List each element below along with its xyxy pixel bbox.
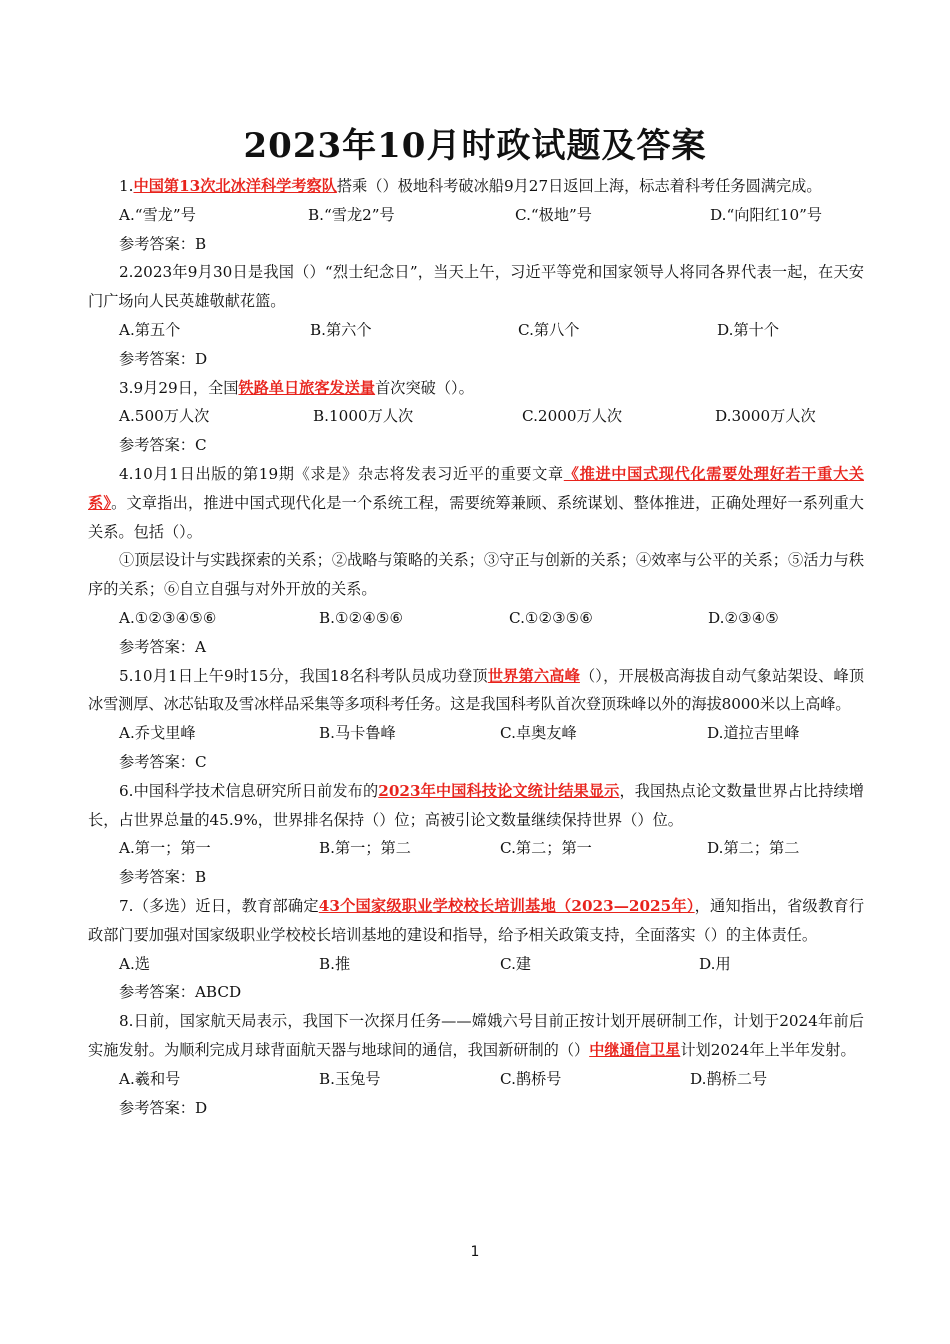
answer: 参考答案：ABCD	[119, 983, 242, 1002]
option-b: B.推	[319, 954, 351, 973]
option-c: C.鹊桥号	[500, 1069, 562, 1088]
question-1	[88, 172, 864, 258]
option-d: D.第二；第二	[707, 839, 800, 858]
option-d: D.用	[699, 954, 731, 973]
question-stem: 2.2023年9月30日是我国（）“烈士纪念日”，当天上午，习近平等党和国家领导人将同各界代表一起，在天安门广场向人民英雄敬献花篮。	[88, 263, 864, 311]
highlight-keyword: 《推进中国式现代化需要处理好若干重大关系》	[88, 464, 864, 512]
answer: 参考答案：A	[119, 637, 206, 656]
options-row	[88, 604, 864, 633]
highlight-keyword: 43个国家级职业学校校长培训基地（2023—2025年）	[318, 896, 695, 915]
answer: 参考答案：B	[119, 234, 207, 253]
question-7	[88, 892, 864, 1007]
question-stem	[88, 1007, 864, 1065]
option-c: C.建	[500, 954, 532, 973]
option-c: C.第八个	[518, 320, 580, 339]
option-b: B.“雪龙2”号	[308, 205, 395, 224]
option-b: B.第一；第二	[319, 839, 411, 858]
question-stem	[88, 892, 864, 950]
option-b: B.1000万人次	[313, 407, 414, 426]
options-row	[88, 950, 864, 979]
option-d: D.3000万人次	[715, 407, 816, 426]
answer: 参考答案：C	[119, 752, 207, 771]
question-stem	[88, 374, 864, 403]
question-stem	[88, 777, 864, 835]
option-d: D.“向阳红10”号	[710, 205, 823, 224]
stem-text: 6.中国科学技术信息研究所日前发布的	[119, 781, 379, 800]
options-row	[88, 402, 864, 431]
option-a: A.羲和号	[119, 1069, 181, 1088]
highlight-keyword: 2023年中国科技论文统计结果显示	[378, 781, 620, 800]
page-number: 1	[470, 1244, 480, 1260]
answer: 参考答案：D	[119, 349, 208, 368]
highlight-keyword: 中继通信卫星	[589, 1040, 681, 1059]
question-stem	[88, 460, 864, 546]
option-d: D.鹊桥二号	[690, 1069, 768, 1088]
option-a: A.第一；第一	[119, 839, 211, 858]
option-b: B.马卡鲁峰	[319, 724, 396, 743]
options-row	[88, 1065, 864, 1094]
options-row	[88, 201, 864, 230]
answer: 参考答案：C	[119, 436, 207, 455]
question-4	[88, 460, 864, 662]
option-d: D.道拉吉里峰	[707, 724, 800, 743]
option-c: C.2000万人次	[522, 407, 623, 426]
question-6	[88, 777, 864, 892]
option-c: C.卓奥友峰	[500, 724, 577, 743]
answer: 参考答案：B	[119, 868, 207, 887]
highlight-keyword: 铁路单日旅客发送量	[238, 378, 376, 397]
stem-text: （），开展极高海拔自动气象站架设、峰顶冰雪测厚、冰芯钻取及雪冰样品采集等多项科考任务。这是我国科考队首次登顶珠峰以外的海拔8000米以上高峰。	[88, 666, 864, 714]
highlight-keyword: 世界第六高峰	[487, 666, 580, 685]
stem-text: 4.10月1日出版的第19期《求是》杂志将发表习近平的重要文章	[119, 464, 564, 483]
stem-text: 1.	[119, 177, 134, 195]
question-2	[88, 258, 864, 373]
stem-text: 5.10月1日上午9时15分，我国18名科考队员成功登顶	[119, 666, 488, 685]
stem-text: ，我国热点论文数量世界占比持续增长，占世界总量的45.9%，世界排名保持（）位；高被引论文数量继续保持世界（）位。	[88, 781, 864, 829]
option-c: C.①②③⑤⑥	[509, 608, 593, 627]
option-d: D.第十个	[717, 320, 780, 339]
options-row	[88, 316, 864, 345]
stem-text: 计划2024年上半年发射。	[680, 1040, 856, 1059]
question-5	[88, 662, 864, 777]
stem-text: 3.9月29日，全国	[119, 378, 239, 397]
option-b: B.玉兔号	[319, 1069, 381, 1088]
option-a: A.500万人次	[119, 407, 210, 426]
options-row	[88, 719, 864, 748]
option-a: A.选	[119, 954, 150, 973]
question-list	[88, 172, 864, 1122]
option-c: C.“极地”号	[515, 205, 592, 224]
option-d: D.②③④⑤	[708, 608, 779, 627]
stem-text: 7.（多选）近日，教育部确定	[119, 896, 319, 915]
option-a: A.第五个	[119, 320, 181, 339]
stem-text: 搭乘（）极地科考破冰船9月27日返回上海，标志着科考任务圆满完成。	[336, 177, 822, 195]
option-c: C.第二；第一	[500, 839, 592, 858]
stem-text: 8.日前，国家航天局表示，我国下一次探月任务——嫦娥六号目前正按计划开展研制工作，计划于2024年前后实施发射。为顺利完成月球背面航天器与地球间的通信，我国新研制的（）	[88, 1012, 864, 1059]
stem-text: 首次突破（）。	[375, 378, 474, 397]
highlight-keyword: 中国第13次北冰洋科学考察队	[133, 177, 337, 195]
answer: 参考答案：D	[119, 1098, 208, 1117]
question-items: ①顶层设计与实践探索的关系；②战略与策略的关系；③守正与创新的关系；④效率与公平的关系；⑤活力与秩序的关系；⑥自立自强与对外开放的关系。	[88, 551, 864, 599]
option-a: A.“雪龙”号	[119, 205, 196, 224]
question-stem	[88, 172, 864, 201]
option-a: A.乔戈里峰	[119, 724, 196, 743]
stem-text: 。文章指出，推进中国式现代化是一个系统工程，需要统筹兼顾、系统谋划、整体推进，正确处理好一系列重大关系。包括（）。	[88, 493, 864, 541]
stem-text: ，通知指出，省级教育行政部门要加强对国家级职业学校校长培训基地的建设和指导，给予相关政策支持，全面落实（）的主体责任。	[88, 896, 865, 944]
option-a: A.①②③④⑤⑥	[119, 608, 217, 627]
page-title: 2023年10月时政试题及答案	[243, 126, 707, 166]
option-b: B.第六个	[310, 320, 372, 339]
options-row	[88, 834, 864, 863]
question-3	[88, 374, 864, 460]
question-8	[88, 1007, 864, 1122]
question-stem	[88, 662, 864, 720]
option-b: B.①②④⑤⑥	[319, 608, 404, 627]
